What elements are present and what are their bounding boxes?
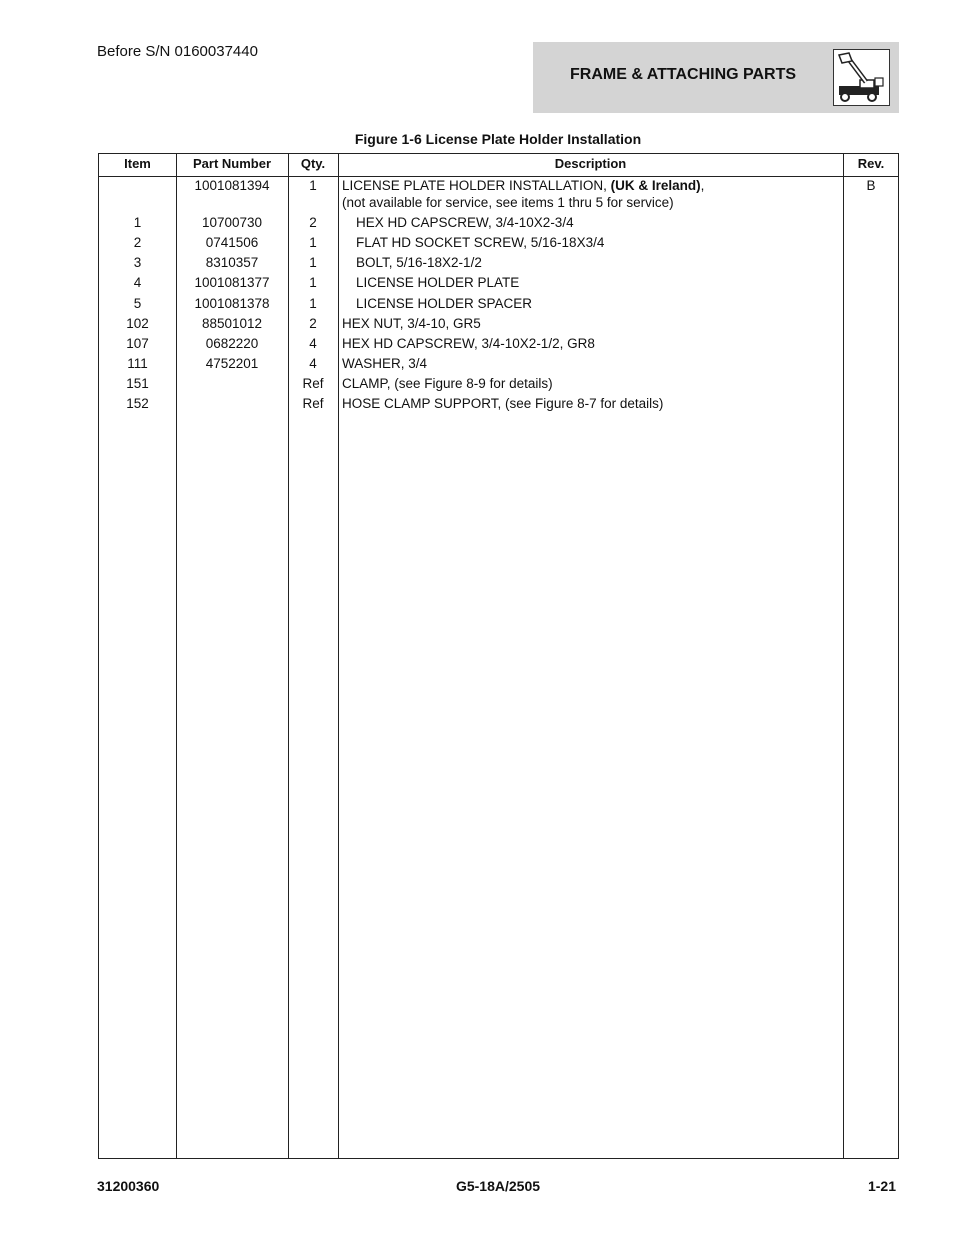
description-cell: HEX HD CAPSCREW, 3/4-10X2-3/4	[356, 215, 574, 230]
part-number-cell: 1001081378	[194, 296, 270, 311]
item-cell: 5	[133, 296, 142, 311]
item-cell: 152	[126, 396, 149, 411]
description-text: LICENSE PLATE HOLDER INSTALLATION,	[342, 178, 611, 193]
qty-cell: 2	[309, 215, 317, 230]
section-title: FRAME & ATTACHING PARTS	[570, 66, 797, 83]
column-header-qty: Qty.	[300, 156, 326, 171]
column-header-description: Description	[554, 156, 627, 171]
description-cell: HOSE CLAMP SUPPORT, (see Figure 8-7 for details)	[342, 396, 664, 411]
qty-cell: 1	[309, 275, 317, 290]
description-cell: BOLT, 5/16-18X2-1/2	[356, 255, 482, 270]
qty-cell: 1	[309, 235, 317, 250]
item-cell: 107	[126, 336, 149, 351]
description-cell: HEX HD CAPSCREW, 3/4-10X2-1/2, GR8	[342, 336, 595, 351]
footer-doc-number: 31200360	[97, 1178, 160, 1194]
item-cell: 151	[126, 376, 149, 391]
description-note: (not available for service, see items 1 thru 5 for service)	[342, 195, 674, 210]
part-number-cell: 0741506	[205, 235, 259, 250]
item-cell: 102	[126, 316, 149, 331]
footer-page-number: 1-21	[867, 1178, 896, 1194]
figure-title: Figure 1-6 License Plate Holder Installation	[354, 131, 642, 147]
description-cell: CLAMP, (see Figure 8-9 for details)	[342, 376, 553, 391]
serial-note: Before S/N 0160037440	[97, 43, 258, 60]
part-number-cell: 1001081394	[194, 178, 270, 193]
part-number-cell: 1001081377	[194, 275, 270, 290]
item-cell: 4	[133, 275, 142, 290]
qty-cell: 1	[309, 296, 317, 311]
qty-cell: 4	[309, 336, 317, 351]
aerial-lift-icon	[833, 49, 890, 106]
qty-cell: 2	[309, 316, 317, 331]
footer-model: G5-18A/2505	[455, 1178, 541, 1194]
part-number-cell: 0682220	[205, 336, 259, 351]
item-cell: 111	[127, 356, 148, 371]
part-number-cell: 88501012	[201, 316, 263, 331]
description-bold: (UK & Ireland)	[610, 178, 701, 193]
qty-cell: Ref	[302, 376, 324, 391]
part-number-cell: 8310357	[205, 255, 259, 270]
column-header-part-number: Part Number	[192, 156, 272, 171]
description-cell: LICENSE HOLDER SPACER	[356, 296, 533, 311]
part-number-cell: 4752201	[205, 356, 259, 371]
rev-cell: B	[866, 178, 876, 193]
description-cell: WASHER, 3/4	[342, 356, 428, 371]
col-divider	[338, 154, 339, 1158]
description-cell	[342, 177, 842, 211]
description-tail: ,	[700, 178, 705, 193]
description-cell: FLAT HD SOCKET SCREW, 5/16-18X3/4	[356, 235, 605, 250]
description-cell: LICENSE HOLDER PLATE	[356, 275, 520, 290]
part-number-cell: 10700730	[201, 215, 263, 230]
qty-cell: 1	[309, 178, 317, 193]
item-cell: 1	[133, 215, 142, 230]
parts-table	[98, 153, 899, 1159]
column-header-item: Item	[124, 156, 151, 171]
column-header-rev: Rev.	[857, 156, 885, 171]
section-header	[533, 42, 899, 113]
description-cell: HEX NUT, 3/4-10, GR5	[342, 316, 481, 331]
qty-cell: 4	[309, 356, 317, 371]
item-cell: 3	[133, 255, 142, 270]
qty-cell: 1	[309, 255, 317, 270]
qty-cell: Ref	[302, 396, 324, 411]
item-cell: 2	[133, 235, 142, 250]
